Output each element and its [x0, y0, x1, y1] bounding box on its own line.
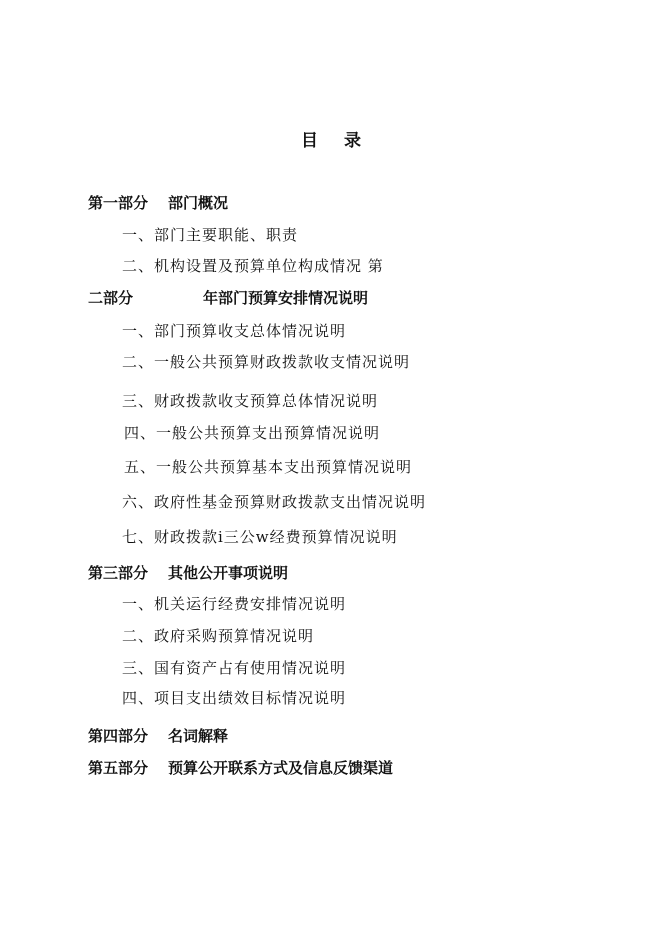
toc-item: 七、财政拨款i三公w经费预算情况说明	[122, 528, 398, 546]
toc-title-left: 目	[301, 131, 318, 151]
toc-part-title: 名词解释	[168, 727, 229, 745]
toc-title-right: 录	[344, 131, 361, 151]
toc-part-label: 第五部分	[88, 759, 149, 777]
toc-title	[0, 126, 662, 151]
toc-part-4	[88, 726, 228, 746]
toc-part-label: 第一部分	[88, 194, 149, 212]
toc-part-title: 预算公开联系方式及信息反馈渠道	[168, 759, 394, 777]
toc-item: 五、一般公共预算基本支出预算情况说明	[124, 458, 413, 476]
toc-item: 四、项目支出绩效目标情况说明	[122, 689, 347, 707]
toc-part-title: 部门概况	[168, 194, 229, 212]
toc-part-title: 其他公开事项说明	[168, 564, 289, 582]
toc-part-label: 二部分	[88, 289, 134, 307]
toc-part-5	[88, 758, 393, 778]
toc-item: 二、一般公共预算财政拨款收支情况说明	[122, 353, 411, 371]
toc-part-2	[88, 288, 368, 308]
toc-item: 六、政府性基金预算财政拨款支出情况说明	[122, 493, 427, 511]
toc-item: 四、一般公共预算支出预算情况说明	[124, 424, 381, 442]
toc-item: 二、政府采购预算情况说明	[122, 627, 315, 645]
toc-part-title: 年部门预算安排情况说明	[203, 289, 369, 307]
toc-item: 一、机关运行经费安排情况说明	[122, 595, 347, 613]
toc-item: 一、部门主要职能、职责	[122, 226, 299, 244]
toc-item: 三、财政拨款收支预算总体情况说明	[122, 392, 379, 410]
toc-part-1	[88, 193, 228, 213]
toc-item: 三、国有资产占有使用情况说明	[122, 659, 347, 677]
toc-part-label: 第三部分	[88, 564, 149, 582]
toc-item: 一、部门预算收支总体情况说明	[122, 322, 347, 340]
toc-part-label: 第四部分	[88, 727, 149, 745]
toc-part-3	[88, 563, 288, 583]
toc-item: 二、机构设置及预算单位构成情况 第	[122, 257, 384, 275]
